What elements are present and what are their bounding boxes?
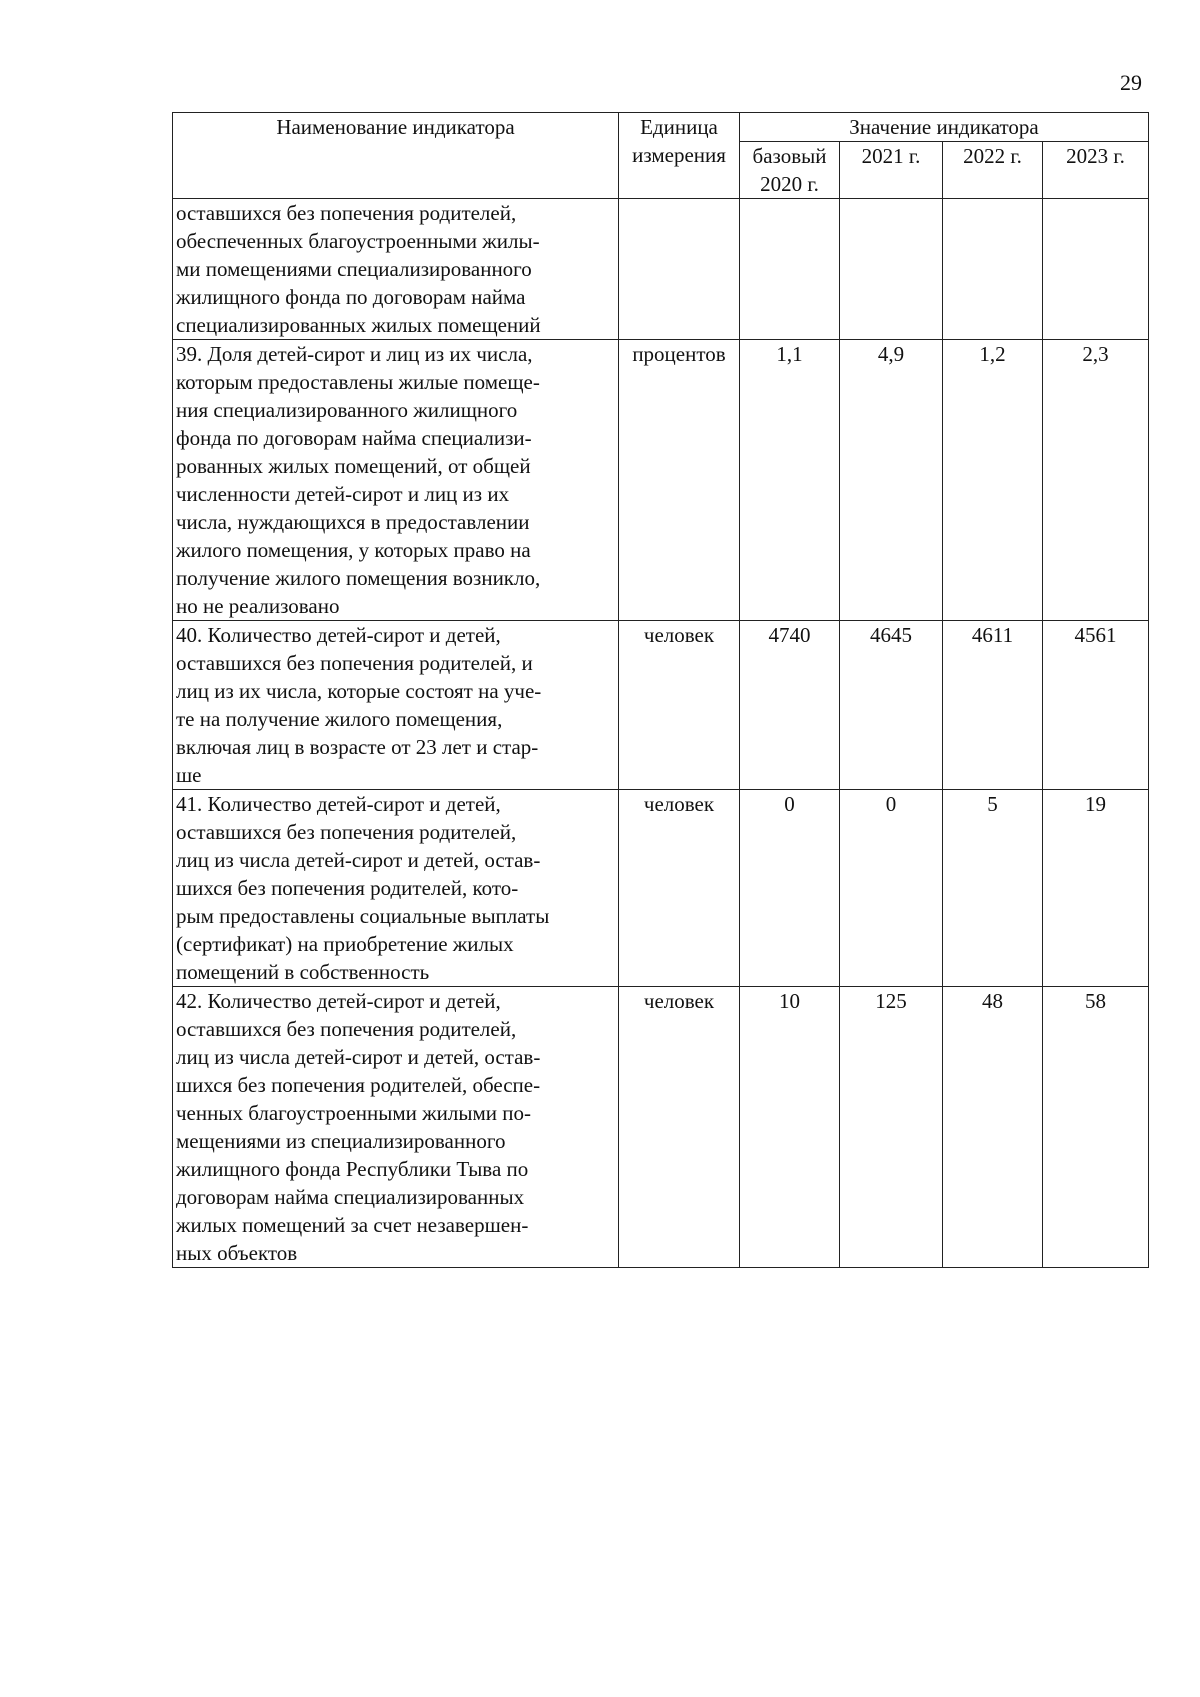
header-indicator-value: Значение индикатора: [740, 113, 1149, 142]
value-2021: 125: [840, 987, 943, 1268]
value-2022: 5: [943, 790, 1043, 987]
value-2023: 4561: [1043, 621, 1149, 790]
value-base: 0: [740, 790, 840, 987]
indicator-name: 42. Количество детей-сирот и детей, оставшихся без попечения родителей, лиц из числа детей-сирот и детей, остав- шихся без попечения родителей, обеспе- ченных благоустроенными жилыми по- мещениями из специализированного жилищного фонда Республики Тыва по договорам найма специализированных жилых помещений за счет незавершен- ных объектов: [173, 987, 619, 1268]
header-indicator-name: Наименование индикатора: [173, 113, 619, 199]
value-base: 4740: [740, 621, 840, 790]
table-row: [173, 790, 1149, 987]
value-2022: 4611: [943, 621, 1043, 790]
header-year-2023: 2023 г.: [1043, 142, 1149, 199]
indicator-unit: человек: [619, 621, 740, 790]
indicator-name: 39. Доля детей-сирот и лиц из их числа, которым предоставлены жилые помеще- ния специализированного жилищного фонда по договорам найма специализи- рованных жилых помещений, от общей численности детей-сирот и лиц из их числа, нуждающихся в предоставлении жилого помещения, у которых право на получение жилого помещения возникло, но не реализовано: [173, 340, 619, 621]
value-2023: 2,3: [1043, 340, 1149, 621]
indicator-name: 41. Количество детей-сирот и детей, оставшихся без попечения родителей, лиц из числа детей-сирот и детей, остав- шихся без попечения родителей, кото- рым предоставлены социальные выплаты (сертификат) на приобретение жилых помещений в собственность: [173, 790, 619, 987]
value-2023: 19: [1043, 790, 1149, 987]
table-row: [173, 987, 1149, 1268]
value-base: [740, 199, 840, 340]
header-year-base: базовый 2020 г.: [740, 142, 840, 199]
table-row: [173, 621, 1149, 790]
value-2023: 58: [1043, 987, 1149, 1268]
indicator-unit: человек: [619, 790, 740, 987]
value-base: 10: [740, 987, 840, 1268]
value-2023: [1043, 199, 1149, 340]
value-base: 1,1: [740, 340, 840, 621]
value-2022: 48: [943, 987, 1043, 1268]
indicator-table: [172, 112, 1149, 1268]
header-unit: Единица измерения: [619, 113, 740, 199]
header-year-2021: 2021 г.: [840, 142, 943, 199]
value-2021: 4645: [840, 621, 943, 790]
indicator-unit: [619, 199, 740, 340]
table-row: [173, 340, 1149, 621]
indicator-unit: человек: [619, 987, 740, 1268]
value-2022: 1,2: [943, 340, 1043, 621]
indicator-name: оставшихся без попечения родителей, обеспеченных благоустроенными жилы- ми помещениями специализированного жилищного фонда по договорам найма специализированных жилых помещений: [173, 199, 619, 340]
indicator-name: 40. Количество детей-сирот и детей, оставшихся без попечения родителей, и лиц из их числа, которые состоят на уче- те на получение жилого помещения, включая лиц в возрасте от 23 лет и стар- ше: [173, 621, 619, 790]
value-2021: 0: [840, 790, 943, 987]
value-2021: 4,9: [840, 340, 943, 621]
value-2021: [840, 199, 943, 340]
value-2022: [943, 199, 1043, 340]
table-row: [173, 199, 1149, 340]
header-year-2022: 2022 г.: [943, 142, 1043, 199]
page-number: 29: [1120, 70, 1142, 95]
indicator-unit: процентов: [619, 340, 740, 621]
